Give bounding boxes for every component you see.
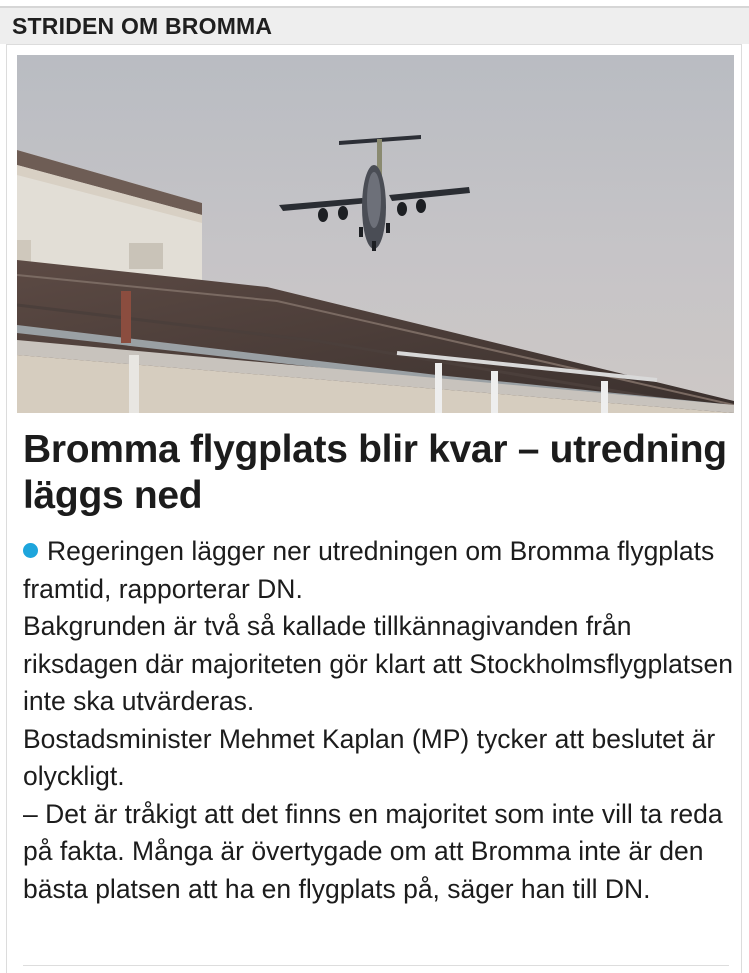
- chimney-pipe: [121, 291, 131, 343]
- article-hero-image[interactable]: [17, 55, 734, 413]
- article-headline[interactable]: Bromma flygplats blir kvar – utredning läggs ned: [23, 428, 727, 517]
- lead-paragraph: [23, 533, 738, 608]
- section-label: STRIDEN OM BROMMA: [12, 13, 273, 39]
- lead-text: Regeringen lägger ner utredningen om Bromma flygplats framtid, rapporterar DN.: [23, 536, 715, 604]
- downpipe: [129, 355, 139, 413]
- rail-post-3: [601, 381, 608, 413]
- rail-post-2: [491, 371, 498, 413]
- quote-paragraph: – Det är tråkigt att det finns en majoritet som inte vill ta reda på fakta. Många är övertygade om att Bromma inte är den bästa platsen att ha en flygplats på, säger han till DN.: [23, 798, 723, 904]
- article-body: [23, 533, 738, 908]
- section-header: [0, 8, 749, 44]
- body-paragraph: Bostadsminister Mehmet Kaplan (MP) tycker att beslutet är olyckligt.: [23, 723, 716, 791]
- rail-post-1: [435, 363, 442, 413]
- edge-window: [17, 240, 31, 262]
- body-paragraph: Bakgrunden är två så kallade tillkännagivanden från riksdagen där majoriteten gör klart att Stockholmsflygplatsen inte ska utvärderas.: [23, 611, 733, 716]
- bullet-dot-icon: [23, 543, 38, 558]
- hero-illustration: [17, 55, 734, 413]
- article-card[interactable]: [6, 44, 742, 973]
- bottom-divider: [23, 965, 729, 966]
- small-window: [129, 243, 163, 269]
